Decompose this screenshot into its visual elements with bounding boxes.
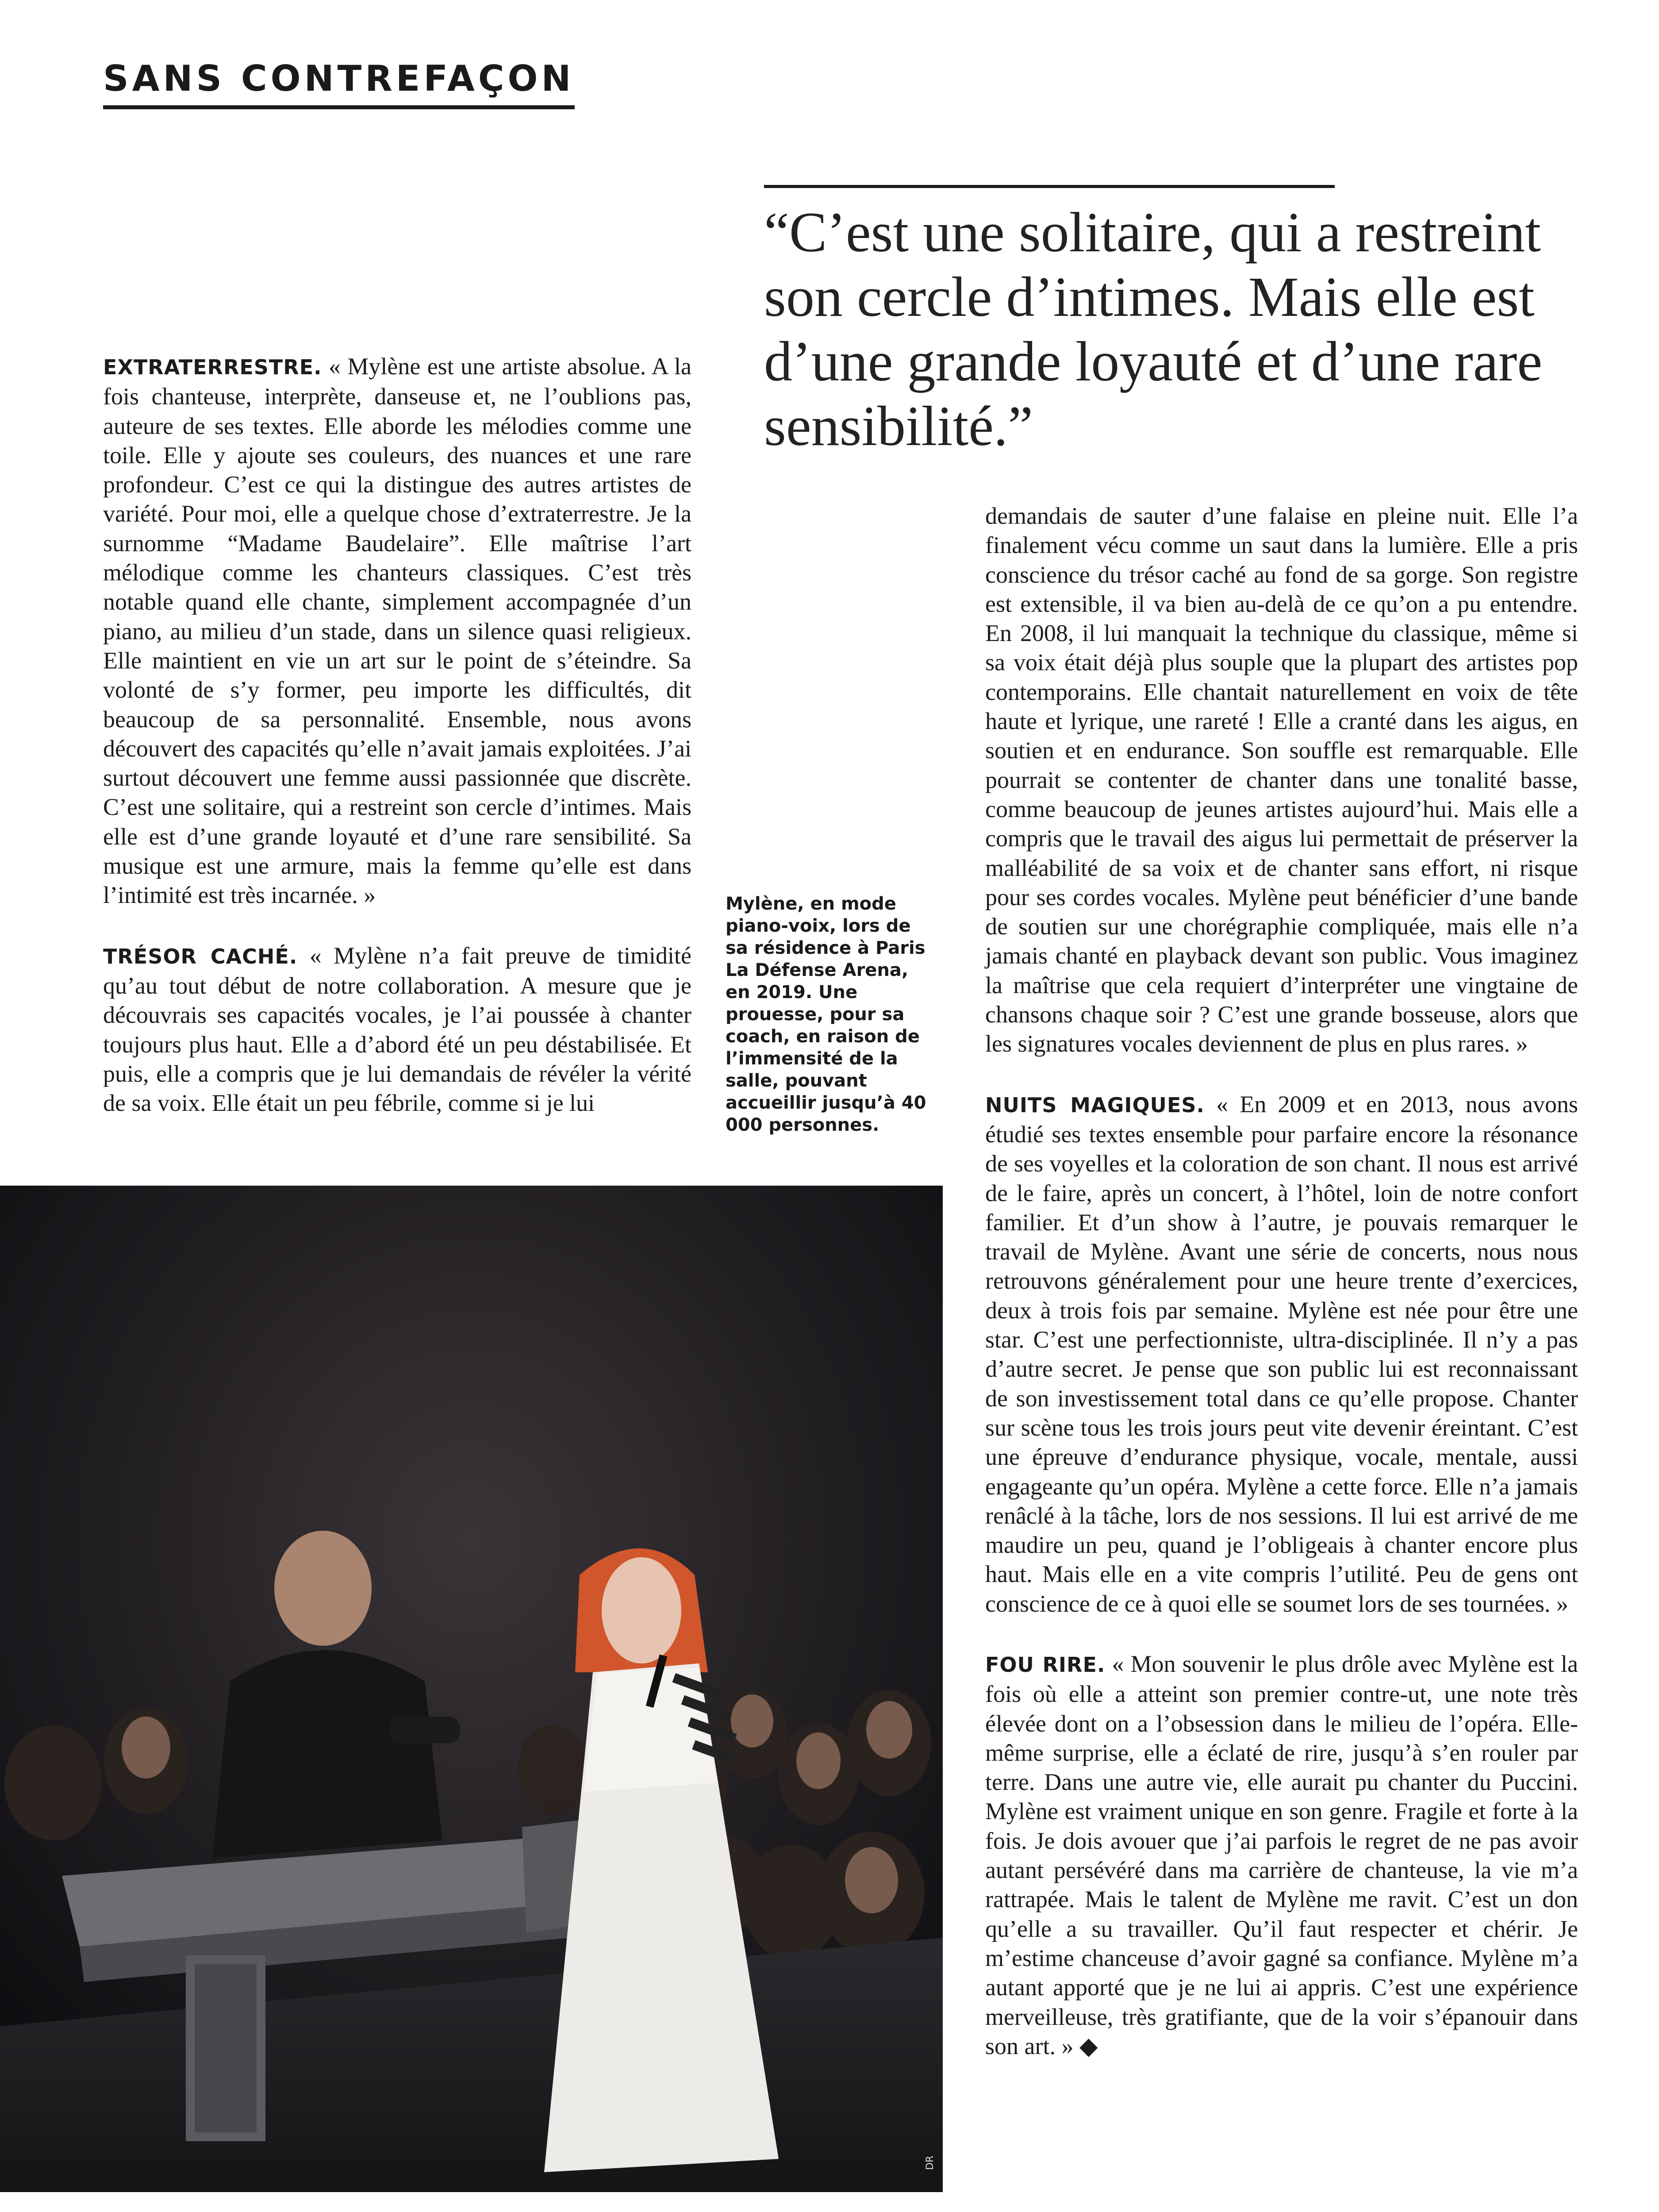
- paragraph-text: « En 2009 et en 2013, nous avons étudié ses textes ensemble pour parfaire encore la résonance de ses voyelles et la coloration de son chant. Il nous est arrivé de le faire, après un concert, à l’hôtel, loin de notre confort familier. Et d’un show à l’autre, je pouvais remarquer le travail de Mylène. Avant une série de concerts, nous nous retrouvons généralement pour une heure trente d’exercices, deux à trois fois par semaine. Mylène est née pour être une star. C’est une perfectionniste, ultra-disciplinée. Il n’y a pas d’autre secret. Je pense que son public lui est reconnaissant de son investissement total dans ce qu’elle propose. Chanter sur scène tous les trois jours peut vite devenir éreintant. C’est une épreuve d’endurance physique, vocale, mentale, aussi engageante qu’un opéra. Mylène a cette force. Elle n’a jamais renâclé à la tâche, lors de nos sessions. Il lui est arrivé de me maudire un peu, quand je l’obligeais à chanter encore plus haut. Mais elle en a vite compris l’utilité. Peu de gens ont conscience de ce à quoi elle se soumet lors de ses tournées. »: [985, 1091, 1578, 1617]
- pull-quote-rule: [764, 185, 1335, 188]
- paragraph-extraterrestre: [103, 352, 691, 910]
- paragraph-lead: NUITS MAGIQUES.: [985, 1093, 1205, 1117]
- article-column-left: [103, 352, 691, 1118]
- paragraph-text: demandais de sauter d’une falaise en pleine nuit. Elle l’a finalement vécu comme un saut dans la lumière. Elle a pris conscience du trésor caché au fond de sa gorge. Son registre est extensible, il va bien au-delà de ce qu’on a pu entendre. En 2008, il lui manquait la technique du classique, même si sa voix était déjà plus souple que la plupart des artistes pop contemporains. Elle chantait naturellement en voix de tête haute et lyrique, une rareté ! Elle a cranté dans les aigus, en soutien et en endurance. Son souffle est remarquable. Elle pourrait se contenter de chanter dans une tonalité basse, comme beaucoup de jeunes artistes aujourd’hui. Mais elle a compris que le travail des aigus lui permettait de préserver la malléabilité de sa voix et de chanter sans effort, ni risque pour ses cordes vocales. Mylène peut bénéficier d’une bande de soutien sur une chorégraphie compliquée, mais elle n’a jamais chanté en playback devant son public. Vous imaginez la maîtrise que cela requiert d’interpréter une vingtaine de chansons chaque soir ? C’est une grande bosseuse, alors que les signatures vocales deviennent de plus en plus rares. »: [985, 503, 1578, 1057]
- paragraph-nuits-magiques: [985, 1090, 1578, 1618]
- photo-caption: Mylène, en mode piano-voix, lors de sa résidence à Paris La Défense Arena, en 2019. Une prouesse, pour sa coach, en raison de l’immensité de la salle, pouvant accueillir jusqu’à 40 000 personnes.: [726, 894, 926, 1135]
- paragraph-lead: TRÉSOR CACHÉ.: [103, 944, 298, 968]
- paragraph-tresor-cache: [103, 941, 691, 1118]
- paragraph-continued: [985, 501, 1578, 1059]
- concert-photo: [0, 1186, 943, 2192]
- section-rubric: SANS CONTREFAÇON: [103, 61, 575, 109]
- photo-credit: DR: [925, 2155, 936, 2170]
- paragraph-text: « Mon souvenir le plus drôle avec Mylène est la fois où elle a atteint son premier contre-ut, une note très élevée dont on a l’obsession dans le milieu de l’opéra. Elle-même surprise, elle a éclaté de rire, jusqu’à s’en rouler par terre. Dans une autre vie, elle aurait pu chanter du Puccini. Mylène est vraiment unique en son genre. Fragile et forte à la fois. Je dois avouer que j’ai parfois le regret de ne pas avoir autant persévéré dans ma carrière de chanteuse, la vie m’a rattrapée. Mais le talent de Mylène me ravit. C’est un don qu’elle a su travailler. Qu’il faut respecter et chérir. Je m’estime chanceuse d’avoir gagné sa confiance. Mylène m’a autant apporté que je ne lui ai appris. C’est une expérience merveilleuse, très gratifiante, que de la voir s’épanouir dans son art. » ◆: [985, 1650, 1578, 2059]
- paragraph-lead: EXTRATERRESTRE.: [103, 355, 322, 379]
- paragraph-fou-rire: [985, 1649, 1578, 2061]
- paragraph-text: « Mylène n’a fait preuve de timidité qu’au tout début de notre collaboration. A mesure que je découvrais ses capacités vocales, je l’ai poussée à chanter toujours plus haut. Elle a d’abord été un peu déstabilisée. Et puis, elle a compris que je lui demandais de révéler la vérité de sa voix. Elle était un peu fébrile, comme si je lui: [103, 942, 691, 1117]
- pull-quote: “C’est une solitaire, qui a restreint son cercle d’intimes. Mais elle est d’une grande loyauté et d’une rare sensibilité.”: [764, 201, 1543, 457]
- article-column-right: [985, 501, 1578, 2061]
- paragraph-lead: FOU RIRE.: [985, 1652, 1106, 1677]
- paragraph-text: « Mylène est une artiste absolue. A la fois chanteuse, interprète, danseuse et, ne l’oublions pas, auteure de ses textes. Elle aborde les mélodies comme une toile. Elle y ajoute ses couleurs, des nuances et une rare profondeur. C’est ce qui la distingue des autres artistes de variété. Pour moi, elle a quelque chose d’extraterrestre. Je la surnomme “Madame Baudelaire”. Elle maîtrise l’art mélodique comme les chanteurs classiques. C’est très notable quand elle chante, simplement accompagnée d’un piano, au milieu d’un stade, dans un silence quasi religieux. Elle maintient en vie un art sur le point de s’éteindre. Sa volonté de s’y former, peu importe les difficultés, dit beaucoup de sa personnalité. Ensemble, nous avons découvert des capacités qu’elle n’avait jamais exploitées. J’ai surtout découvert une femme aussi passionnée que discrète. C’est une solitaire, qui a restreint son cercle d’intimes. Mais elle est d’une grande loyauté et d’une rare sensibilité. Sa musique est une armure, mais la femme qu’elle est dans l’intimité est très incarnée. »: [103, 353, 691, 909]
